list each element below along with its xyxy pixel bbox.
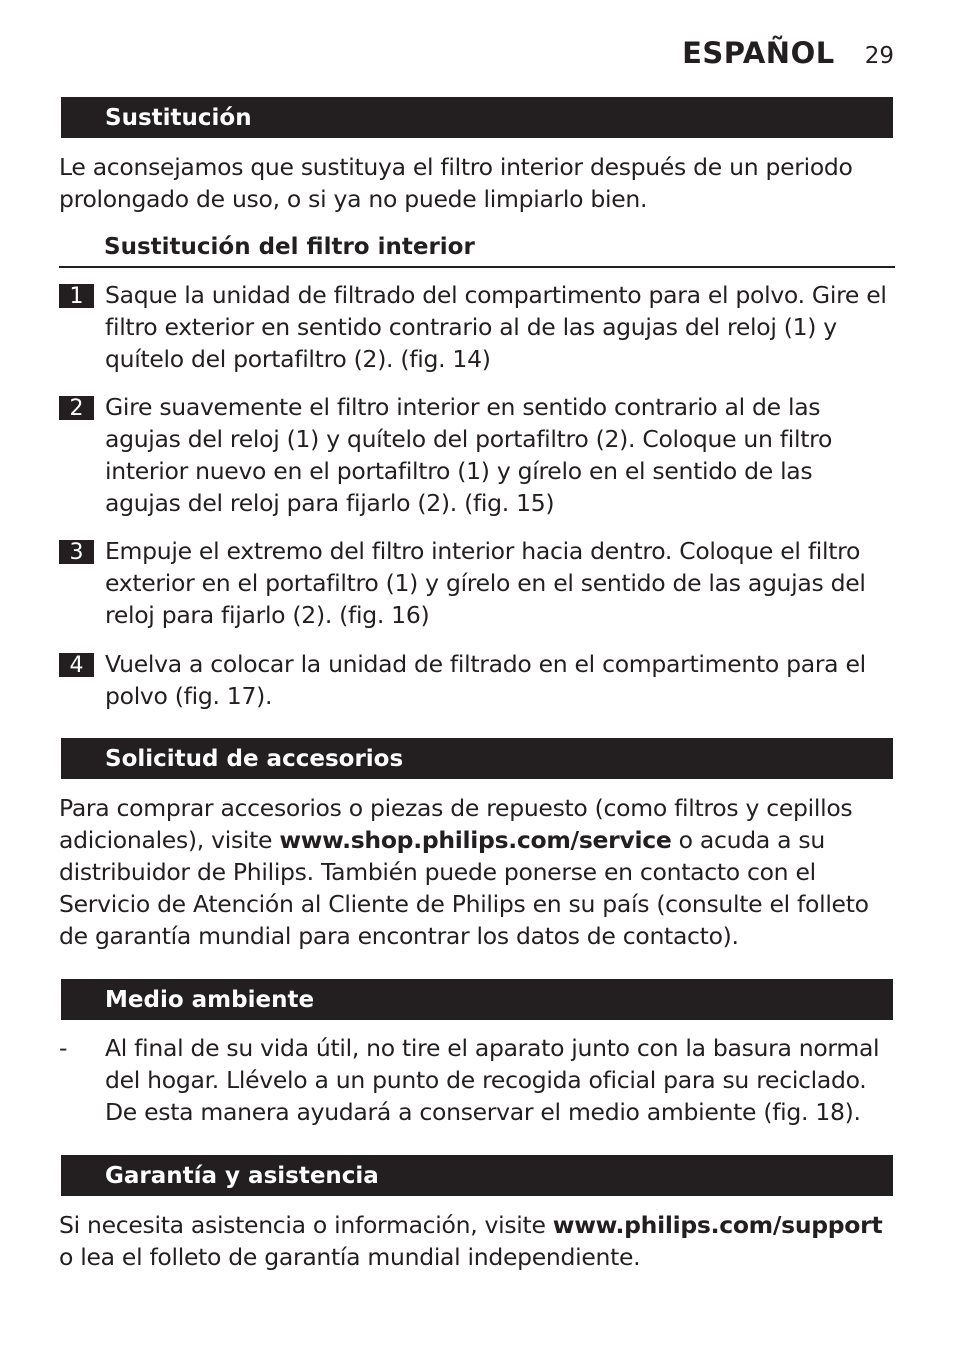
guarantee-text-before: Si necesita asistencia o información, visite: [59, 1211, 553, 1239]
environment-text: Al final de su vida útil, no tire el aparato junto con la basura normal del hogar. Llévelo a un punto de recogida oficial para su reciclado. De esta manera ayudará a conservar el medio ambiente (fig. 18).: [105, 1034, 880, 1126]
section-heading-replacement: Sustitución: [61, 97, 893, 138]
section-heading-accessories: Solicitud de accesorios: [61, 738, 893, 779]
step-number: 1: [59, 284, 94, 308]
subheading-inner-filter: Sustitución del filtro interior: [104, 234, 475, 260]
subheading-rule: [59, 266, 895, 268]
guarantee-text: [59, 1209, 899, 1273]
bullet-dash: -: [59, 1034, 68, 1062]
language-label: ESPAÑOL: [682, 36, 835, 70]
step-number: 3: [59, 540, 94, 564]
step-text: Vuelva a colocar la unidad de filtrado en el compartimento para el polvo (fig. 17).: [105, 650, 866, 710]
guarantee-text-after: o lea el folleto de garantía mundial independiente.: [59, 1243, 641, 1271]
support-url-link[interactable]: www.philips.com/support: [552, 1211, 883, 1239]
section-heading-guarantee: Garantía y asistencia: [61, 1155, 893, 1196]
step-number: 2: [59, 396, 94, 420]
replacement-intro: Le aconsejamos que sustituya el filtro interior después de un periodo prolongado de uso, o si ya no puede limpiarlo bien.: [59, 153, 853, 213]
step-text: Empuje el extremo del filtro interior hacia dentro. Coloque el filtro exterior en el portafiltro (1) y gírelo en el sentido de las agujas del reloj para fijarlo (2). (fig. 16): [105, 537, 866, 629]
step-number: 4: [59, 653, 94, 677]
section-heading-environment: Medio ambiente: [61, 979, 893, 1020]
accessories-text-after: o acuda a su distribuidor de Philips. También puede ponerse en contacto con el Servicio de Atención al Cliente de Philips en su país (consulte el folleto de garantía mundial para encontrar los datos de contacto).: [59, 826, 869, 950]
accessories-text-before: Para comprar accesorios o piezas de repuesto (como filtros y cepillos adicionales), visite: [59, 794, 853, 854]
accessories-text: [59, 792, 899, 952]
shop-url-link[interactable]: www.shop.philips.com/service: [279, 826, 672, 854]
step-text: Saque la unidad de filtrado del compartimento para el polvo. Gire el filtro exterior en sentido contrario al de las agujas del reloj (1) y quítelo del portafiltro (2). (fig. 14): [105, 281, 887, 373]
page-number: 29: [864, 43, 894, 69]
step-text: Gire suavemente el filtro interior en sentido contrario al de las agujas del reloj (1) y quítelo del portafiltro (2). Coloque un filtro interior nuevo en el portafiltro (1) y gírelo en el sentido de las agujas del reloj para fijarlo (2). (fig. 15): [105, 393, 833, 517]
page-header: [682, 36, 894, 70]
